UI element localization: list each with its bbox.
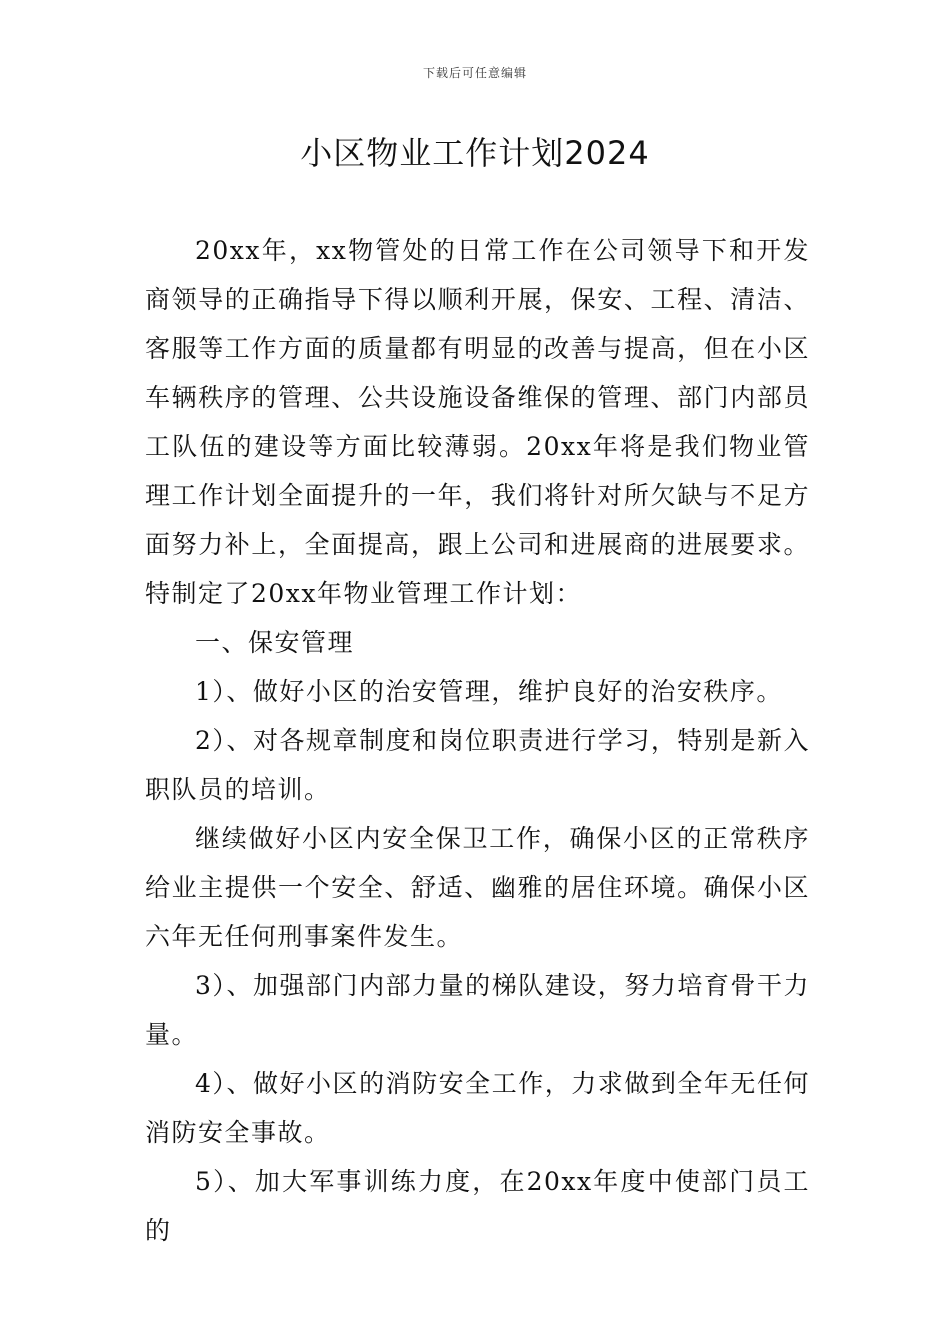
section-heading-security: 一、保安管理 — [195, 628, 355, 657]
list-item-2: 2）、对各规章制度和岗位职责进行学习，特别是新入职队员的培训。 — [145, 726, 810, 804]
document-title: 小区物业工作计划2024 — [300, 134, 650, 172]
document-body — [145, 226, 810, 1255]
list-item-3: 3）、加强部门内部力量的梯队建设，努力培育骨干力量。 — [145, 971, 810, 1049]
header-note: 下载后可任意编辑 — [422, 66, 527, 80]
list-item-5: 5）、加大军事训练力度，在20xx年度中使部门员工的 — [145, 1167, 810, 1245]
list-item-4: 4）、做好小区的消防安全工作，力求做到全年无任何消防安全事故。 — [145, 1069, 810, 1147]
list-item-1: 1）、做好小区的治安管理，维护良好的治安秩序。 — [195, 677, 783, 706]
intro-paragraph: 20xx年，xx物管处的日常工作在公司领导下和开发商领导的正确指导下得以顺利开展，保安、工程、清洁、客服等工作方面的质量都有明显的改善与提高，但在小区车辆秩序的管理、公共设施设备维保的管理、部门内部员工队伍的建设等方面比较薄弱。20xx年将是我们物业管理工作计划全面提升的一年，我们将针对所欠缺与不足方面努力补上，全面提高，跟上公司和进展商的进展要求。特制定了20xx年物业管理工作计划： — [145, 236, 810, 608]
continuation-paragraph: 继续做好小区内安全保卫工作，确保小区的正常秩序给业主提供一个安全、舒适、幽雅的居住环境。确保小区六年无任何刑事案件发生。 — [145, 824, 810, 951]
